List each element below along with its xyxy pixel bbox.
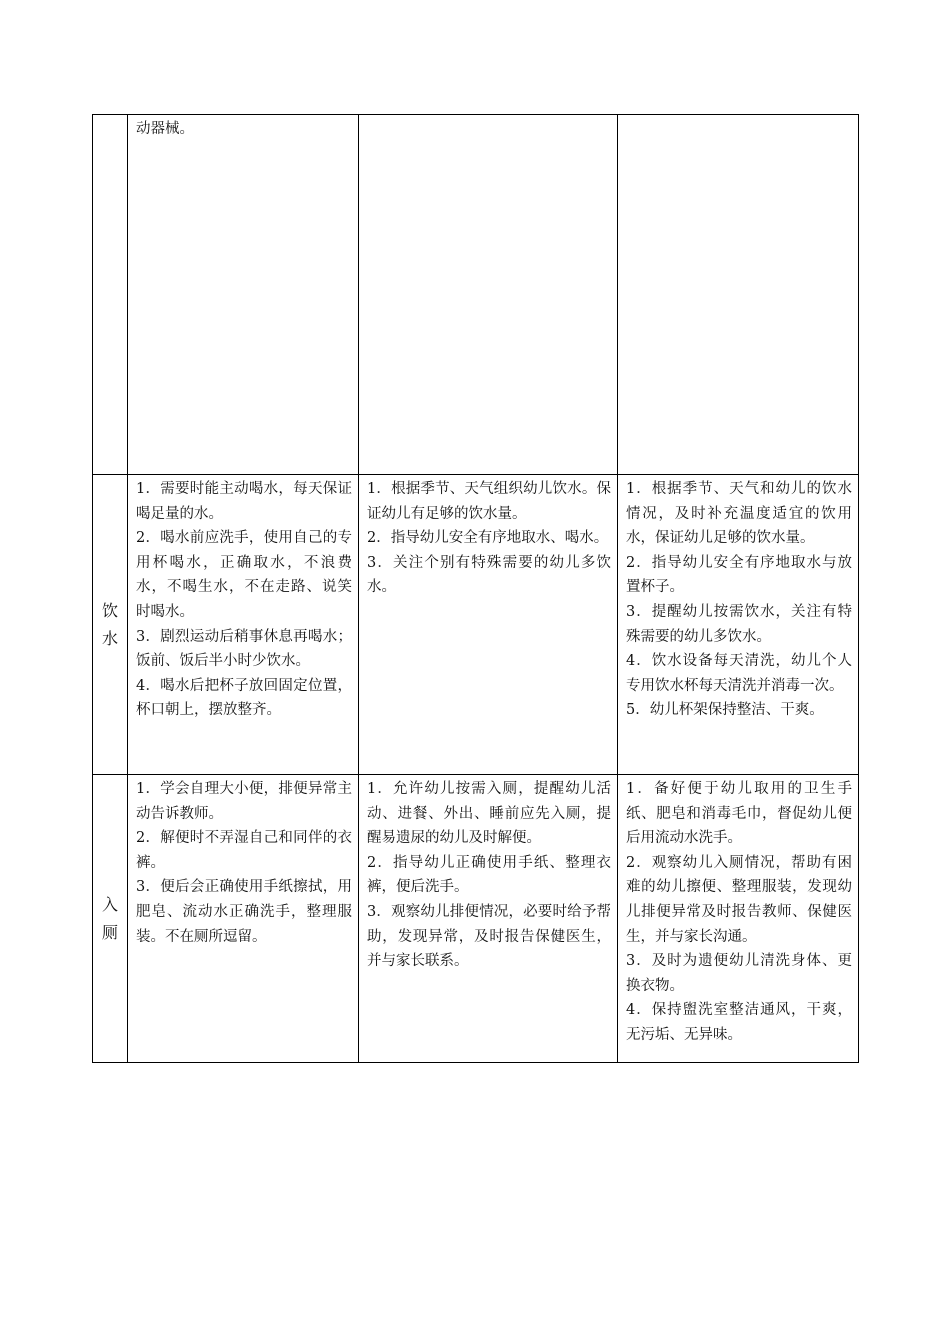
row-label-char: 水 xyxy=(101,628,118,648)
staff-duty-item: 2．指导幼儿安全有序地取水与放置杯子。 xyxy=(626,554,852,596)
child-requirement-item: 4．喝水后把杯子放回固定位置，杯口朝上，摆放整齐。 xyxy=(136,677,352,719)
teacher-duty-item: 1．根据季节、天气组织幼儿饮水。保证幼儿有足够的饮水量。 xyxy=(367,481,611,522)
staff-duty-item: 4．保持盥洗室整洁通风，干爽，无污垢、无异味。 xyxy=(626,1002,852,1043)
child-requirements-cell xyxy=(128,475,359,775)
row-label-cell xyxy=(93,475,128,775)
child-requirements-cell xyxy=(128,775,359,1063)
teacher-duty-item: 3．观察幼儿排便情况，必要时给予帮助，发现异常，及时报告保健医生，并与家长联系。 xyxy=(367,903,611,970)
staff-duty-item: 2．观察幼儿入厕情况，帮助有困难的幼儿擦便、整理服装，发现幼儿排便异常及时报告教师、保健医生，并与家长沟通。 xyxy=(626,854,852,945)
row-label-char: 饮 xyxy=(101,600,118,620)
staff-duties-cell xyxy=(618,475,859,775)
row-label-cell xyxy=(93,775,128,1063)
teacher-duty-item: 2．指导幼儿正确使用手纸、整理衣裤，便后洗手。 xyxy=(367,854,611,896)
table-row-toileting xyxy=(93,775,859,1063)
teacher-duties-cell xyxy=(359,775,618,1063)
child-requirement-item: 3．剧烈运动后稍事休息再喝水；饭前、饭后半小时少饮水。 xyxy=(136,628,352,670)
child-requirement-item: 2．喝水前应洗手，使用自己的专用杯喝水，正确取水，不浪费水，不喝生水，不在走路、说笑时喝水。 xyxy=(136,530,352,620)
child-requirement-item: 1．需要时能主动喝水，每天保证喝足量的水。 xyxy=(136,481,352,522)
teacher-duty-item: 2．指导幼儿安全有序地取水、喝水。 xyxy=(367,530,609,547)
child-requirement-item: 3．便后会正确使用手纸擦拭，用肥皂、流动水正确洗手，整理服装。不在厕所逗留。 xyxy=(136,879,352,945)
child-requirements-cell xyxy=(128,115,359,475)
staff-duty-item: 4．饮水设备每天清洗，幼儿个人专用饮水杯每天清洗并消毒一次。 xyxy=(626,653,852,694)
staff-duties-cell xyxy=(618,115,859,475)
staff-duties-cell xyxy=(618,775,859,1063)
staff-duty-item: 3．及时为遗便幼儿清洗身体、更换衣物。 xyxy=(626,953,852,994)
teacher-duties-cell xyxy=(359,475,618,775)
row-label-char: 入 xyxy=(101,894,118,914)
staff-duty-item: 1．根据季节、天气和幼儿的饮水情况，及时补充温度适宜的饮用水，保证幼儿足够的饮水量。 xyxy=(626,481,852,547)
table-row-drinking xyxy=(93,475,859,775)
child-requirement-item: 动器械。 xyxy=(136,121,194,137)
teacher-duty-item: 3．关注个别有特殊需要的幼儿多饮水。 xyxy=(367,554,611,596)
table-row-continued xyxy=(93,115,859,475)
row-label-char: 厕 xyxy=(101,922,118,942)
teacher-duties-cell xyxy=(359,115,618,475)
staff-duty-item: 1．备好便于幼儿取用的卫生手纸、肥皂和消毒毛巾，督促幼儿便后用流动水洗手。 xyxy=(626,781,852,847)
staff-duty-item: 3．提醒幼儿按需饮水，关注有特殊需要的幼儿多饮水。 xyxy=(626,603,852,645)
staff-duty-item: 5．幼儿杯架保持整洁、干爽。 xyxy=(626,702,824,719)
row-label-cell xyxy=(93,115,128,475)
care-guideline-table xyxy=(92,114,859,1063)
child-requirement-item: 1．学会自理大小便，排便异常主动告诉教师。 xyxy=(136,781,352,822)
teacher-duty-item: 1．允许幼儿按需入厕，提醒幼儿活动、进餐、外出、睡前应先入厕，提醒易遗尿的幼儿及时解便。 xyxy=(367,781,611,847)
child-requirement-item: 2．解便时不弄湿自己和同伴的衣裤。 xyxy=(136,830,352,871)
